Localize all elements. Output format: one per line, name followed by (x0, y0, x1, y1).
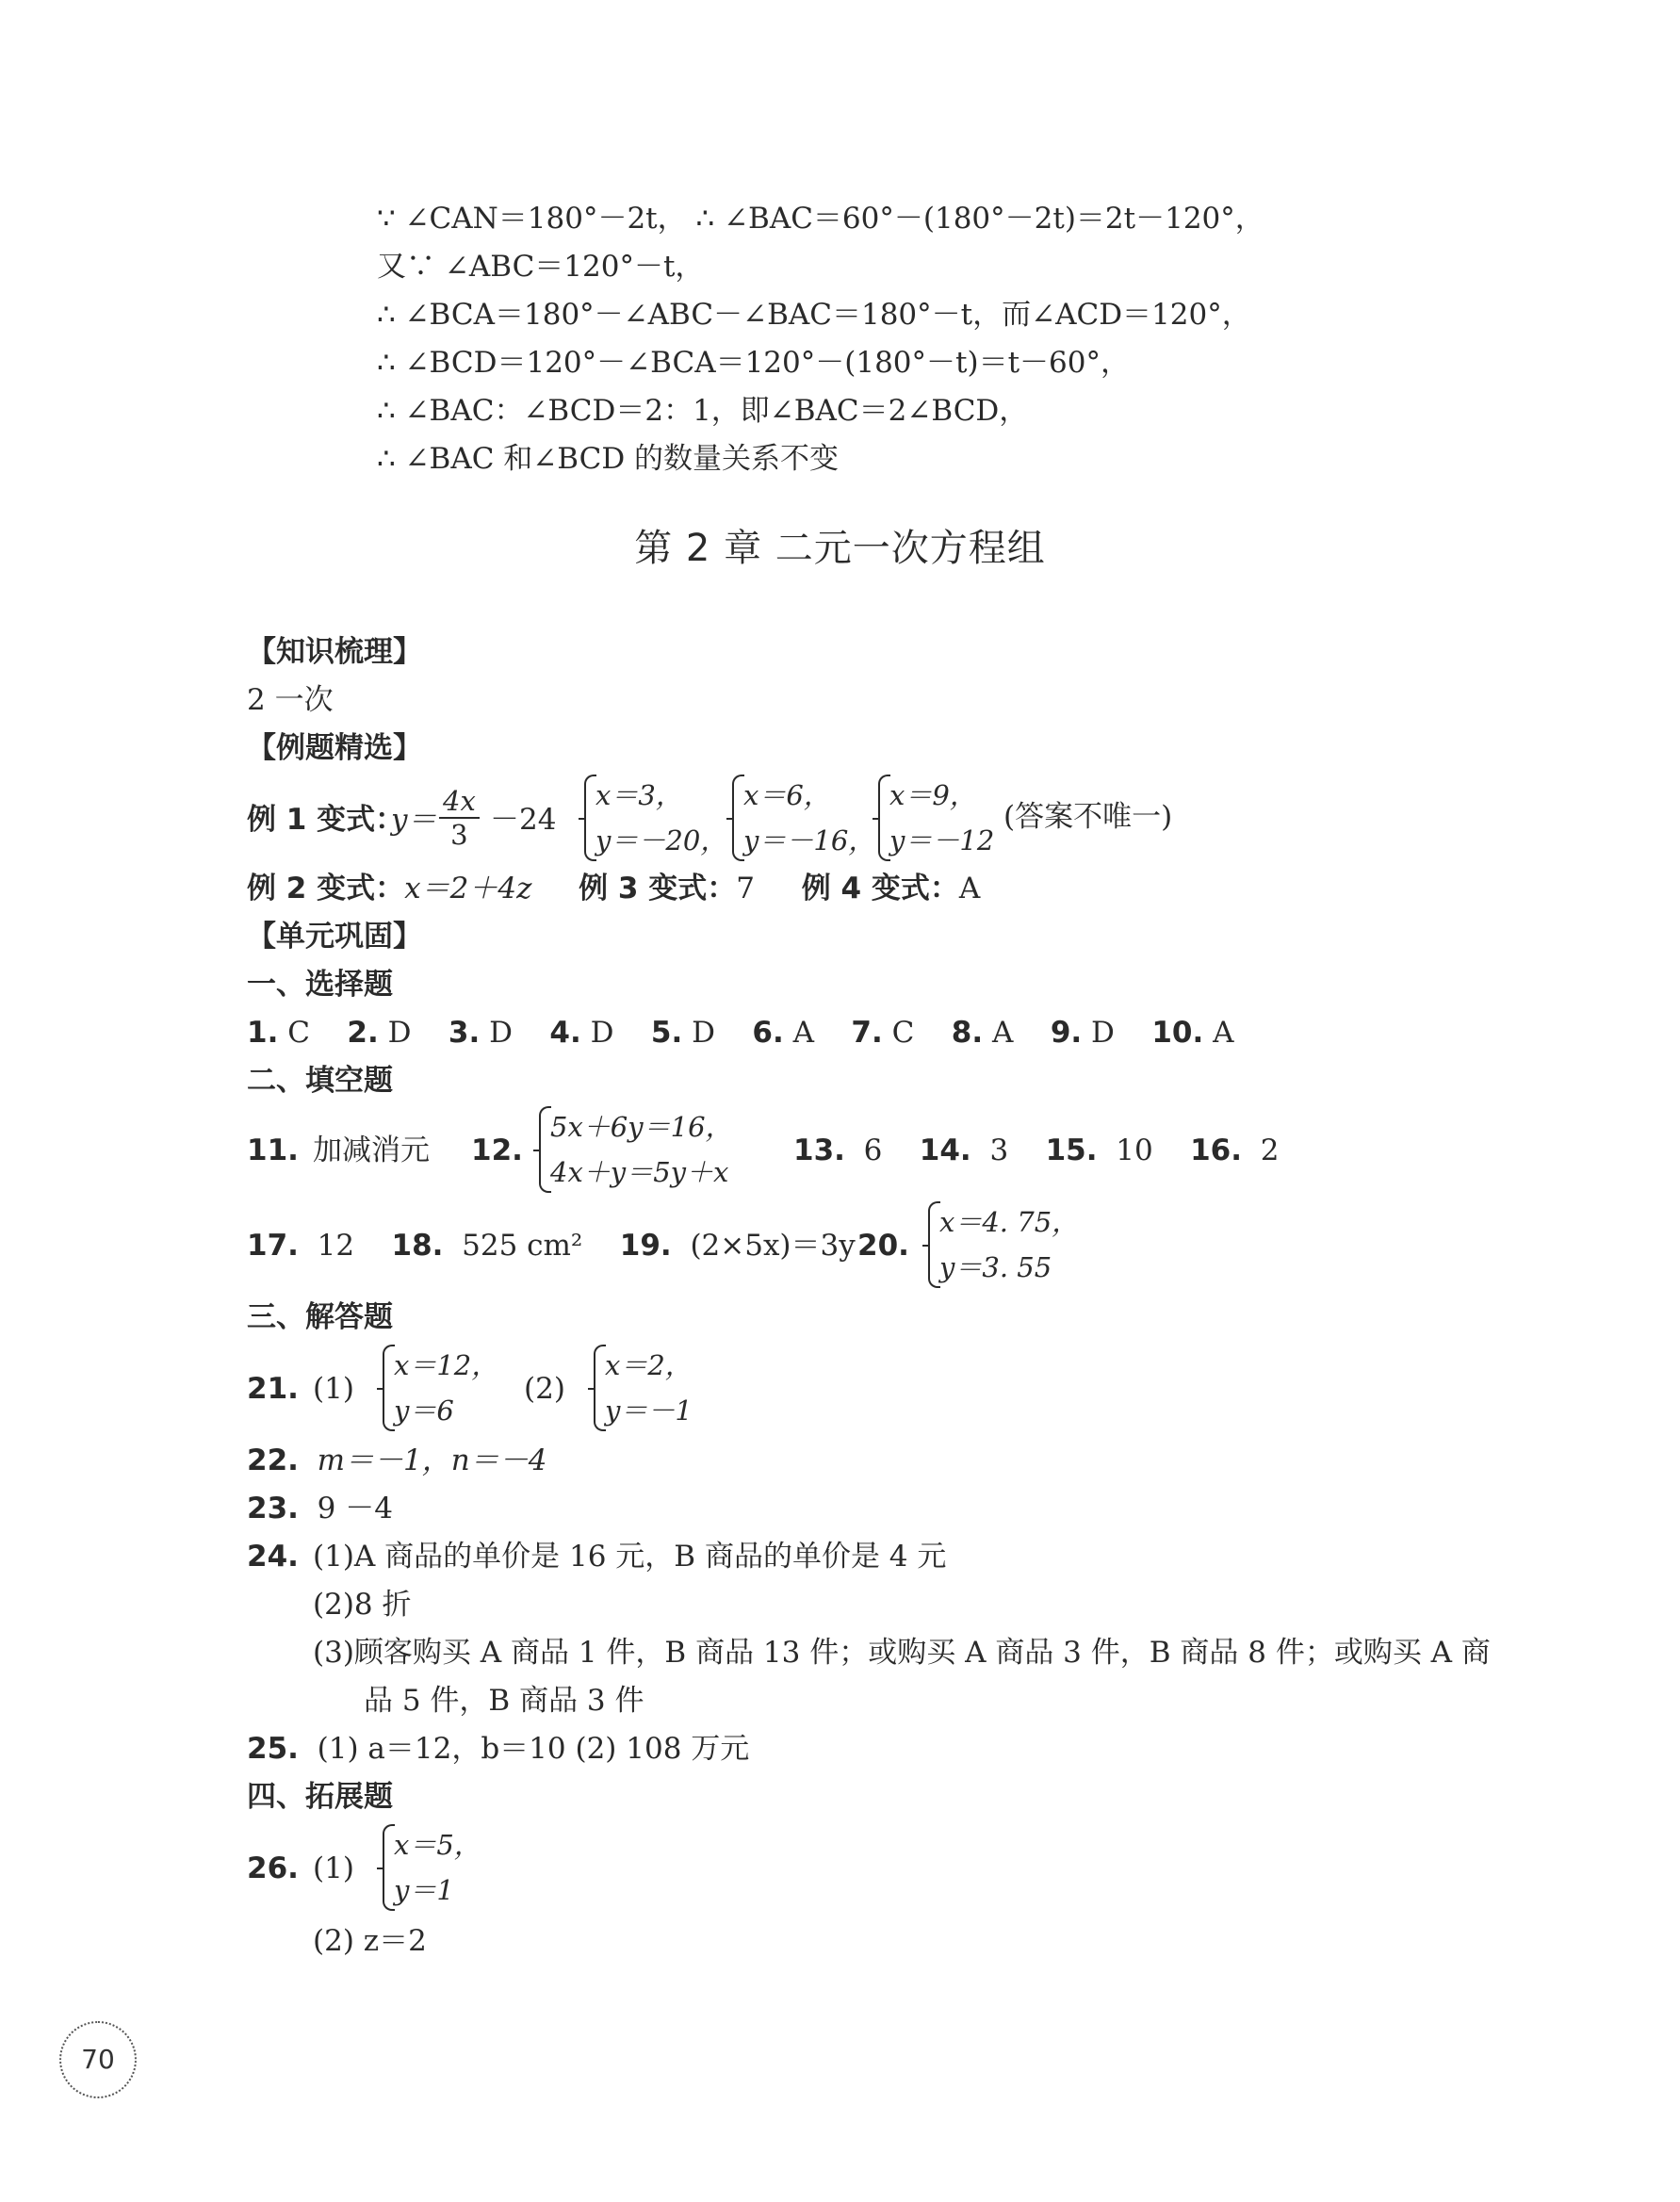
q16-num: 16. (1190, 1134, 1243, 1167)
chapter-title: 第 2 章 二元一次方程组 (634, 527, 1046, 570)
q25 (247, 1730, 749, 1768)
part3-title: 三、解答题 (247, 1300, 393, 1334)
page-number: 70 (59, 2021, 137, 2098)
ex1-system-1 (584, 773, 727, 863)
q18-answer: 525 cm² (462, 1229, 583, 1263)
section-unit: 【单元巩固】 (247, 920, 422, 954)
ex3-label: 例 3 变式： (579, 872, 737, 905)
proof-line-1: ∵ ∠CAN＝180°－2t， ∴ ∠BAC＝60°－(180°－2t)＝2t－120°， (377, 202, 1264, 236)
q26-system (383, 1822, 481, 1913)
q21-s1-row2: y＝6 (394, 1395, 454, 1427)
q14-answer: 3 (989, 1134, 1009, 1167)
proof-line-5: ∴ ∠BAC：∠BCD＝2：1，即∠BAC＝2∠BCD， (377, 394, 1029, 428)
q21-system-2 (594, 1343, 693, 1433)
q21-part1: (1) (313, 1372, 354, 1406)
choice-answer: D (387, 1016, 412, 1050)
q20-num: 20. (857, 1229, 909, 1263)
ex1-y-eq: y＝ (391, 803, 437, 837)
q11-num: 11. (247, 1134, 299, 1167)
q19-num: 19. (619, 1229, 672, 1263)
ex1-s1-row1: x＝3， (595, 779, 683, 811)
q24-answer-3-cont: 品 5 件，B 商品 3 件 (364, 1684, 644, 1718)
q18-num: 18. (391, 1229, 444, 1263)
q13-num: 13. (793, 1134, 845, 1167)
part1-title: 一、选择题 (247, 968, 393, 1002)
choice-answer: D (489, 1016, 513, 1050)
choice-num: 6. (752, 1016, 784, 1050)
q20-row1: x＝4. 75， (939, 1206, 1080, 1238)
q17-num: 17. (247, 1229, 299, 1263)
ex3-value: 7 (736, 872, 756, 905)
choice-answers (247, 1014, 1233, 1052)
proof-line-2: 又∵ ∠ABC＝120°－t， (377, 250, 705, 284)
q12-row1: 5x＋6y＝16， (550, 1111, 733, 1143)
proof-line-3: ∴ ∠BCA＝180°－∠ABC－∠BAC＝180°－t，而∠ACD＝120°， (377, 298, 1251, 332)
ex1-frac-den: 3 (450, 819, 468, 851)
choice-answer: C (287, 1016, 310, 1050)
q22-num: 22. (247, 1444, 299, 1477)
q25-answer: (1) a＝12，b＝10 (2) 108 万元 (317, 1732, 750, 1766)
q12-system (539, 1104, 733, 1195)
choice-num: 1. (247, 1016, 279, 1050)
proof-line-6: ∴ ∠BAC 和∠BCD 的数量关系不变 (377, 442, 840, 476)
knowledge-answer: 2 一次 (247, 683, 334, 717)
ex1-label: 例 1 变式： (247, 803, 405, 837)
q26-num: 26. (247, 1851, 299, 1885)
choice-answer: D (590, 1016, 614, 1050)
q26-s1-row1: x＝5， (394, 1829, 481, 1861)
q21-s2-row1: x＝2， (605, 1349, 693, 1381)
q20-row2: y＝3. 55 (939, 1251, 1052, 1283)
ex1-tail: －24 (490, 803, 557, 837)
choice-num: 4. (549, 1016, 581, 1050)
proof-line-4: ∴ ∠BCD＝120°－∠BCA＝120°－(180°－t)＝t－60°， (377, 346, 1130, 380)
q23 (247, 1490, 393, 1527)
q20-system (928, 1199, 1079, 1290)
q24-answer-2: (2)8 折 (313, 1588, 412, 1622)
ex1-note: (答案不唯一) (1003, 800, 1173, 834)
choice-num: 8. (951, 1016, 984, 1050)
ex1-system-3 (878, 773, 994, 863)
q22 (247, 1442, 546, 1479)
q12-num: 12. (471, 1134, 523, 1167)
section-knowledge: 【知识梳理】 (247, 635, 422, 669)
q13-answer: 6 (863, 1134, 883, 1167)
ex1-system-2 (732, 773, 875, 863)
ex1-s2-row1: x＝6， (743, 779, 831, 811)
q15-num: 15. (1045, 1134, 1098, 1167)
q21-num: 21. (247, 1372, 299, 1406)
q23-answer: 9 －4 (317, 1492, 393, 1525)
choice-answer: A (1213, 1016, 1234, 1050)
ex1-s3-row2: y＝－12 (889, 824, 995, 856)
q26-part1: (1) (313, 1851, 354, 1885)
part4-title: 四、拓展题 (247, 1780, 393, 1814)
q26-s1-row2: y＝1 (394, 1874, 454, 1906)
q21-system-1 (383, 1343, 498, 1433)
q13-16 (793, 1132, 1279, 1169)
q19-answer: (2×5x)＝3y (690, 1229, 856, 1263)
ex1-s3-row1: x＝9， (889, 779, 977, 811)
ex1-s1-row2: y＝－20， (595, 824, 728, 856)
q15-answer: 10 (1116, 1134, 1153, 1167)
choice-num: 5. (650, 1016, 683, 1050)
choice-num: 2. (347, 1016, 379, 1050)
part2-title: 二、填空题 (247, 1064, 393, 1098)
choice-num: 9. (1050, 1016, 1083, 1050)
q22-answer: m＝－1，n＝－4 (317, 1444, 547, 1477)
ex4-label: 例 4 变式： (801, 872, 959, 905)
choice-answer: D (1091, 1016, 1115, 1050)
q17-19 (247, 1227, 856, 1264)
q23-num: 23. (247, 1492, 299, 1525)
ex2-label: 例 2 变式： (247, 872, 405, 905)
choice-num: 3. (448, 1016, 481, 1050)
q25-num: 25. (247, 1732, 299, 1766)
q26-part2: (2) z＝2 (313, 1924, 427, 1958)
choice-answer: C (891, 1016, 915, 1050)
q24-answer-3: (3)顾客购买 A 商品 1 件，B 商品 13 件；或购买 A 商品 3 件，B 商品 8 件；或购买 A 商 (313, 1636, 1491, 1670)
q24-answer-1: (1)A 商品的单价是 16 元，B 商品的单价是 4 元 (313, 1540, 947, 1574)
section-examples: 【例题精选】 (247, 731, 422, 765)
ex234-line (247, 870, 980, 907)
choice-num: 7. (851, 1016, 883, 1050)
q21-part2: (2) (524, 1372, 565, 1406)
ex1-frac-num: 4x (439, 785, 480, 819)
ex1-fraction (439, 785, 480, 851)
q12-row2: 4x＋y＝5y＋x (550, 1156, 729, 1188)
q17-answer: 12 (317, 1229, 355, 1263)
ex1-s2-row2: y＝－16， (743, 824, 876, 856)
choice-answer: A (792, 1016, 814, 1050)
q11-answer: 加减消元 (313, 1134, 430, 1167)
choice-num: 10. (1151, 1016, 1204, 1050)
q21-s1-row1: x＝12， (394, 1349, 499, 1381)
q21-s2-row2: y＝－1 (605, 1395, 693, 1427)
ex2-value: x＝2＋4z (404, 872, 532, 905)
q16-answer: 2 (1260, 1134, 1280, 1167)
q24-num: 24. (247, 1540, 299, 1574)
q14-num: 14. (919, 1134, 971, 1167)
choice-answer: A (992, 1016, 1014, 1050)
choice-answer: D (692, 1016, 715, 1050)
ex4-value: A (958, 872, 981, 905)
